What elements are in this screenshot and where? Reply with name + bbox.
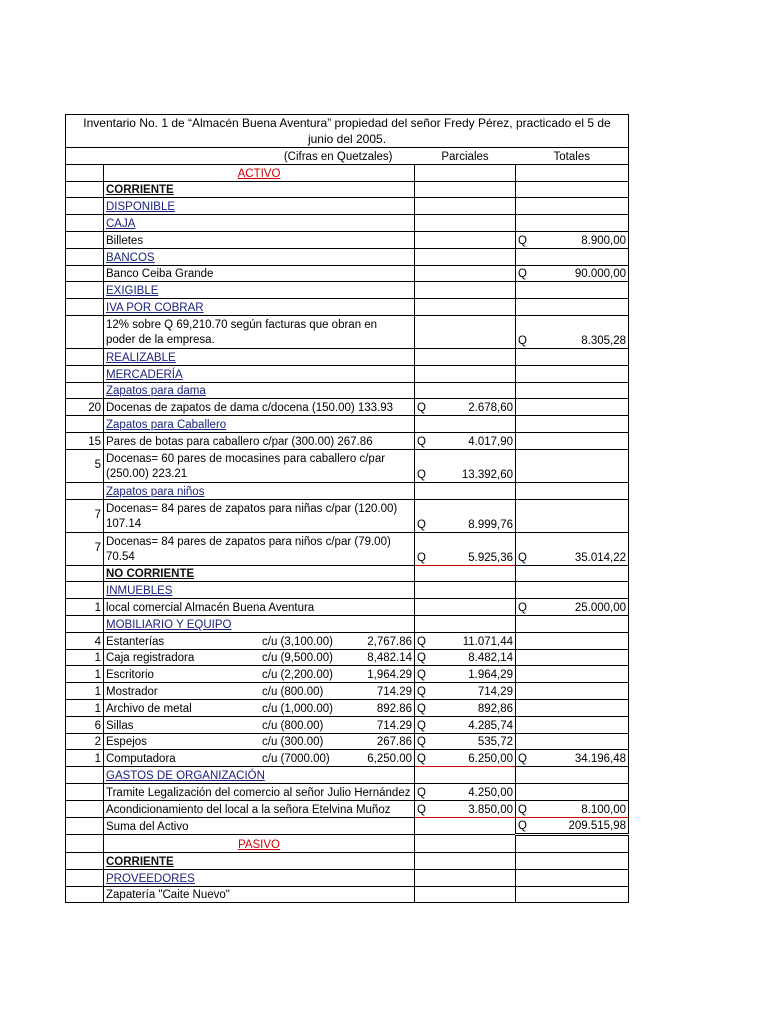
proveedores-heading: PROVEEDORES — [104, 869, 415, 886]
table-row: 1 Computadora c/u (7000.00) 6,250.00 Q 6.250,00 Q 34.196,48 — [66, 750, 629, 767]
iva-desc: 12% sobre Q 69,210.70 según facturas que obran en poder de la empresa. — [104, 315, 415, 348]
ninos-qty: 7 — [66, 532, 104, 565]
iva-heading: IVA POR COBRAR — [104, 299, 415, 316]
dama-qty: 20 — [66, 399, 104, 416]
banco-desc: Banco Ceiba Grande — [104, 265, 415, 282]
acond-desc: Acondicionamiento del local a la señora Etelvina Muñoz — [104, 800, 415, 817]
gastos-total: Q 8.100,00 — [516, 800, 629, 817]
table-row: 6 Sillas c/u (800.00) 714.29 Q 4.285,74 — [66, 716, 629, 733]
bancos-heading: BANCOS — [104, 248, 415, 265]
local-qty: 1 — [66, 599, 104, 616]
mercaderia-total: Q 35.014,22 — [516, 532, 629, 565]
botas-desc: Pares de botas para caballero c/par (300.00) 267.86 — [104, 432, 415, 449]
exigible-heading: EXIGIBLE — [104, 282, 415, 299]
banco-total: Q 90.000,00 — [516, 265, 629, 282]
local-total: Q 25.000,00 — [516, 599, 629, 616]
caja-heading: CAJA — [104, 215, 415, 232]
table-row: 1 Caja registradora c/u (9,500.00) 8,482.14 Q 8.482,14 — [66, 649, 629, 666]
col-totales: Totales — [516, 148, 629, 165]
realizable-heading: REALIZABLE — [104, 348, 415, 365]
mobiliario-total: Q 34.196,48 — [516, 750, 629, 767]
botas-parcial: Q 4.017,90 — [415, 432, 516, 449]
ninas-desc: Docenas= 84 pares de zapatos para niñas c/par (120.00) 107.14 — [104, 499, 415, 532]
dama-heading: Zapatos para dama — [104, 382, 415, 399]
ninas-qty: 7 — [66, 499, 104, 532]
col-parciales: Parciales — [441, 150, 489, 163]
suma-total: Q 209.515,98 — [516, 817, 629, 835]
ninas-parcial: Q 8.999,76 — [415, 499, 516, 532]
dama-parcial: Q 2.678,60 — [415, 399, 516, 416]
table-row: 4 Estanterías c/u (3,100.00) 2,767.86 Q 11.071,44 — [66, 632, 629, 649]
suma-desc: Suma del Activo — [104, 817, 415, 835]
ninos-parcial: Q 5.925,36 — [415, 532, 516, 565]
tramite-parcial: Q 4.250,00 — [415, 783, 516, 800]
botas-qty: 15 — [66, 432, 104, 449]
mocasines-qty: 5 — [66, 449, 104, 482]
gastos-heading: GASTOS DE ORGANIZACIÓN — [104, 767, 415, 784]
inventory-title: Inventario No. 1 de “Almacén Buena Aventura” propiedad del señor Fredy Pérez, practicado el 5 de junio del 2005. — [66, 115, 629, 148]
tramite-desc: Tramite Legalización del comercio al señor Julio Hernández — [104, 783, 415, 800]
table-row: 1 Archivo de metal c/u (1,000.00) 892.86 Q 892,86 — [66, 699, 629, 716]
table-row: 1 Mostrador c/u (800.00) 714.29 Q 714,29 — [66, 683, 629, 700]
table-row: 2 Espejos c/u (300.00) 267.86 Q 535,72 — [66, 733, 629, 750]
billetes-desc: Billetes — [104, 231, 415, 248]
pasivo-corriente-heading: CORRIENTE — [104, 853, 415, 870]
table-row: 1 Escritorio c/u (2,200.00) 1,964.29 Q 1.964,29 — [66, 666, 629, 683]
disponible-heading: DISPONIBLE — [104, 198, 415, 215]
acond-parcial: Q 3.850,00 — [415, 800, 516, 817]
mocasines-desc: Docenas= 60 pares de mocasines para caballero c/par (250.00) 223.21 — [104, 449, 415, 482]
currency-note: (Cifras en Quetzales) — [66, 148, 415, 165]
mobiliario-heading: MOBILIARIO Y EQUIPO — [104, 615, 415, 632]
inventory-table — [65, 114, 629, 903]
no-corriente-heading: NO CORRIENTE — [104, 565, 415, 582]
local-desc: local comercial Almacén Buena Aventura — [104, 599, 415, 616]
inmuebles-heading: INMUEBLES — [104, 582, 415, 599]
activo-heading: ACTIVO — [104, 164, 415, 181]
caballero-heading: Zapatos para Caballero — [104, 416, 415, 433]
iva-total: Q 8.305,28 — [516, 315, 629, 348]
mocasines-parcial: Q 13.392,60 — [415, 449, 516, 482]
ninos-desc: Docenas= 84 pares de zapatos para niños c/par (79.00) 70.54 — [104, 532, 415, 565]
dama-desc: Docenas de zapatos de dama c/docena (150.00) 133.93 — [104, 399, 415, 416]
corriente-heading: CORRIENTE — [104, 181, 415, 198]
zapateria-desc: Zapatería "Caite Nuevo" — [104, 886, 415, 903]
mercaderia-heading: MERCADERÍA — [104, 365, 415, 382]
ninos-heading: Zapatos para niños — [104, 482, 415, 499]
pasivo-heading: PASIVO — [104, 835, 415, 853]
billetes-total: Q 8.900,00 — [516, 231, 629, 248]
